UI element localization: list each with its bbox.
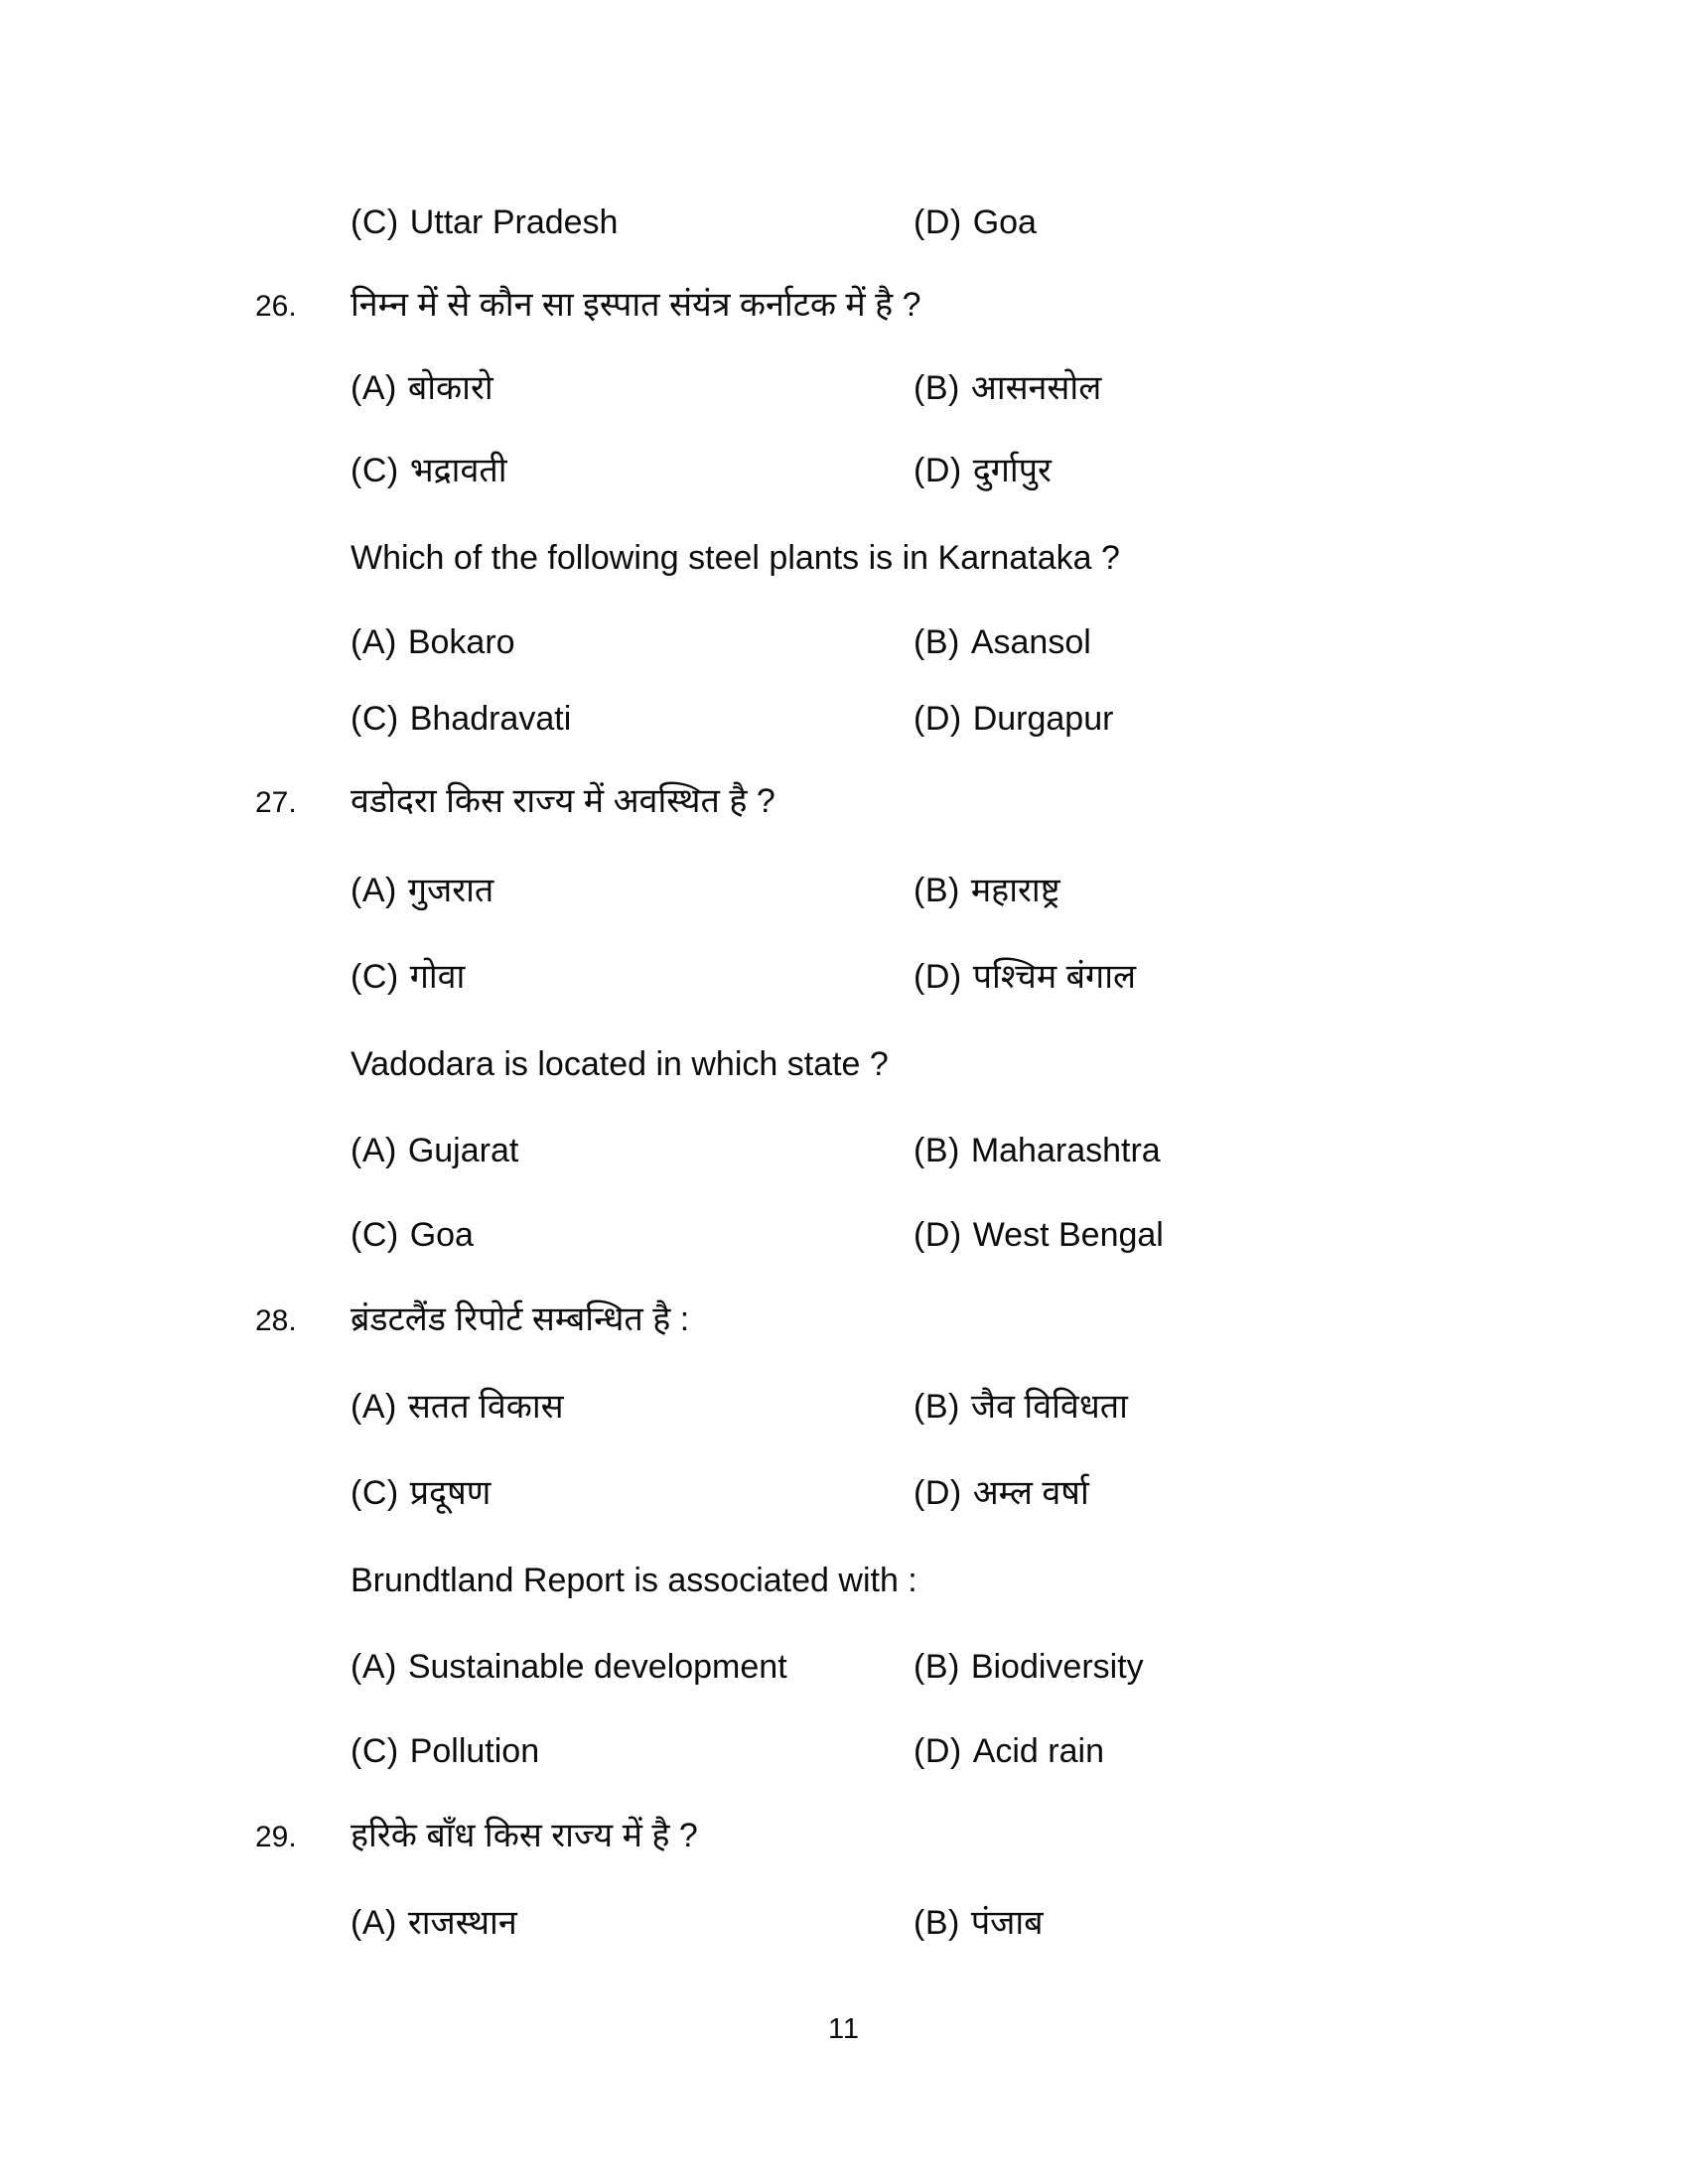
option-label: (C) bbox=[351, 1732, 399, 1770]
option-left bbox=[351, 1648, 787, 1687]
option-label: (C) bbox=[351, 1216, 399, 1254]
question-row-28-hindi bbox=[0, 1300, 1688, 1364]
options-row bbox=[0, 1474, 1688, 1538]
option-right bbox=[914, 1904, 1044, 1943]
question-text: हरिके बाँध किस राज्य में है ? bbox=[351, 1817, 698, 1854]
option-label: (C) bbox=[351, 1474, 399, 1512]
option-right bbox=[914, 369, 1101, 408]
option-text: Pollution bbox=[409, 1732, 540, 1770]
options-row bbox=[0, 958, 1688, 1022]
option-left bbox=[351, 1216, 474, 1255]
option-left bbox=[351, 1474, 491, 1513]
option-left bbox=[351, 958, 465, 997]
question-text: Vadodara is located in which state ? bbox=[351, 1045, 889, 1083]
option-left bbox=[351, 1732, 539, 1771]
option-label: (B) bbox=[914, 1388, 960, 1426]
option-text: गुजरात bbox=[407, 872, 494, 909]
question-text: वडोदरा किस राज्य में अवस्थित है ? bbox=[351, 782, 775, 820]
question-text: निम्न में से कौन सा इस्पात संयंत्र कर्नाटक में है ? bbox=[351, 286, 921, 324]
option-text: Sustainable development bbox=[407, 1648, 787, 1686]
question-row-26-english bbox=[0, 539, 1688, 603]
option-text: प्रदूषण bbox=[409, 1474, 492, 1512]
options-row bbox=[0, 1904, 1688, 1968]
option-label: (B) bbox=[914, 872, 960, 909]
option-label: (D) bbox=[914, 1216, 962, 1254]
option-label: (B) bbox=[914, 623, 960, 661]
option-label: (C) bbox=[351, 700, 399, 738]
option-right bbox=[914, 1132, 1161, 1170]
options-row bbox=[0, 452, 1688, 515]
option-text: Maharashtra bbox=[970, 1132, 1161, 1169]
option-left bbox=[351, 1132, 518, 1170]
option-left bbox=[351, 700, 571, 739]
question-number: 29. bbox=[255, 1821, 297, 1853]
option-left bbox=[351, 452, 507, 490]
option-right bbox=[914, 1388, 1128, 1427]
option-text: राजस्थान bbox=[407, 1904, 517, 1942]
option-label: (C) bbox=[351, 958, 399, 996]
option-right bbox=[914, 872, 1060, 910]
option-text: पंजाब bbox=[970, 1904, 1044, 1942]
option-label: (A) bbox=[351, 1904, 397, 1942]
option-text: Uttar Pradesh bbox=[409, 204, 619, 241]
question-row-28-english bbox=[0, 1562, 1688, 1625]
question-row-27-hindi bbox=[0, 782, 1688, 846]
option-right bbox=[914, 1732, 1104, 1771]
option-right bbox=[914, 452, 1052, 490]
option-right bbox=[914, 1648, 1144, 1687]
page-number: 11 bbox=[827, 2013, 861, 2045]
options-row bbox=[0, 1388, 1688, 1451]
option-label: (B) bbox=[914, 369, 960, 407]
options-row bbox=[0, 700, 1688, 763]
option-text: आसनसोल bbox=[970, 369, 1102, 407]
option-left bbox=[351, 369, 493, 408]
option-right bbox=[914, 700, 1113, 739]
option-label: (B) bbox=[914, 1648, 960, 1686]
option-label: (A) bbox=[351, 1388, 397, 1426]
option-label: (D) bbox=[914, 1732, 962, 1770]
option-label: (D) bbox=[914, 1474, 962, 1512]
option-text: Durgapur bbox=[972, 700, 1114, 738]
option-label: (C) bbox=[351, 452, 399, 489]
question-row-26-hindi bbox=[0, 286, 1688, 349]
option-label: (A) bbox=[351, 623, 397, 661]
options-row bbox=[0, 1648, 1688, 1711]
option-left bbox=[351, 623, 515, 662]
option-label: (D) bbox=[914, 700, 962, 738]
options-row bbox=[0, 1132, 1688, 1195]
option-text: Gujarat bbox=[407, 1132, 519, 1169]
option-label: (B) bbox=[914, 1904, 960, 1942]
option-text: West Bengal bbox=[972, 1216, 1164, 1254]
option-label: (C) bbox=[351, 204, 399, 241]
option-text: गोवा bbox=[409, 958, 466, 996]
question-text: Which of the following steel plants is in Karnataka ? bbox=[351, 539, 1120, 577]
question-text: ब्रंडटलैंड रिपोर्ट सम्बन्धित है : bbox=[351, 1300, 690, 1338]
options-row bbox=[0, 1216, 1688, 1280]
option-text: जैव विविधता bbox=[970, 1388, 1128, 1426]
options-row bbox=[0, 204, 1688, 267]
options-row bbox=[0, 1732, 1688, 1796]
option-label: (A) bbox=[351, 872, 397, 909]
options-row bbox=[0, 623, 1688, 687]
question-number: 26. bbox=[255, 290, 297, 323]
option-text: भद्रावती bbox=[409, 452, 507, 489]
option-text: Goa bbox=[409, 1216, 474, 1254]
option-text: अम्ल वर्षा bbox=[972, 1474, 1089, 1512]
option-left bbox=[351, 1904, 517, 1943]
option-right bbox=[914, 204, 1037, 242]
option-label: (D) bbox=[914, 958, 962, 996]
option-label: (A) bbox=[351, 1132, 397, 1169]
question-number: 28. bbox=[255, 1304, 297, 1337]
option-right bbox=[914, 623, 1091, 662]
option-text: Bokaro bbox=[407, 623, 515, 661]
option-text: Biodiversity bbox=[970, 1648, 1144, 1686]
option-label: (D) bbox=[914, 204, 962, 241]
option-label: (B) bbox=[914, 1132, 960, 1169]
option-label: (A) bbox=[351, 369, 397, 407]
option-left bbox=[351, 204, 618, 242]
option-text: महाराष्ट्र bbox=[970, 872, 1060, 909]
option-text: सतत विकास bbox=[407, 1388, 564, 1426]
option-text: Goa bbox=[972, 204, 1037, 241]
option-text: Acid rain bbox=[972, 1732, 1104, 1770]
option-text: पश्चिम बंगाल bbox=[972, 958, 1137, 996]
option-label: (A) bbox=[351, 1648, 397, 1686]
option-left bbox=[351, 1388, 564, 1427]
option-text: Bhadravati bbox=[409, 700, 572, 738]
option-right bbox=[914, 1216, 1164, 1255]
option-label: (D) bbox=[914, 452, 962, 489]
option-right bbox=[914, 958, 1136, 997]
question-row-29-hindi bbox=[0, 1817, 1688, 1880]
option-left bbox=[351, 872, 493, 910]
option-text: Asansol bbox=[970, 623, 1091, 661]
options-row bbox=[0, 369, 1688, 433]
question-text: Brundtland Report is associated with : bbox=[351, 1562, 917, 1599]
option-text: दुर्गापुर bbox=[972, 452, 1052, 489]
options-row bbox=[0, 872, 1688, 935]
option-right bbox=[914, 1474, 1089, 1513]
option-text: बोकारो bbox=[407, 369, 493, 407]
question-row-27-english bbox=[0, 1045, 1688, 1109]
question-number: 27. bbox=[255, 786, 297, 819]
